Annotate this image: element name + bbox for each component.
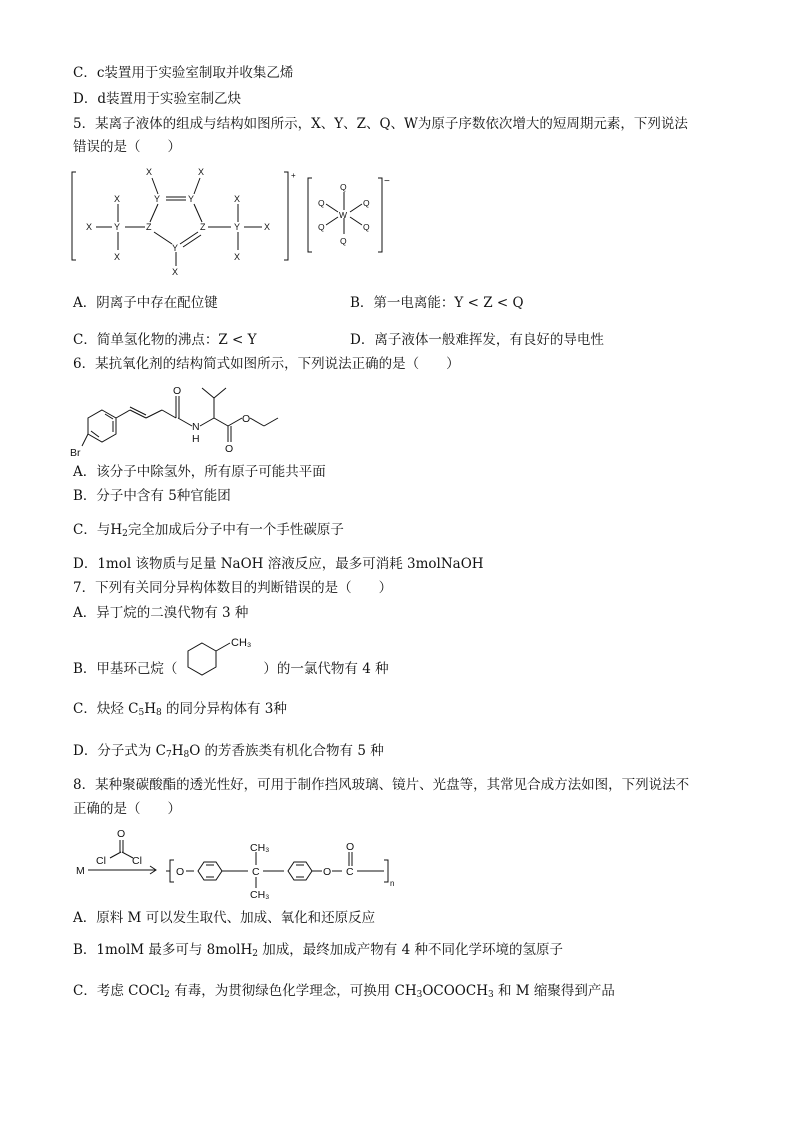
methyl-bottom: CH₃	[250, 889, 270, 901]
atom-c: C	[346, 866, 354, 878]
anion-charge: −	[384, 176, 390, 187]
atom-z: Z	[200, 222, 206, 232]
atom-cl: Cl	[132, 855, 142, 867]
q5-stem-line1: 5．某离子液体的组成与结构如图所示，X、Y、Z、Q、W为原子序数依次增大的短周期元素，下列说法	[73, 116, 688, 132]
q7-stem: 7．下列有关同分异构体数目的判断错误的是（ ）	[73, 580, 393, 596]
q7-option-b: B．甲基环己烷（ ）的一氯代物有 4 种	[73, 661, 389, 677]
repeat-n: n	[390, 879, 395, 888]
atom-o: O	[225, 443, 234, 455]
atom-q: Q	[318, 198, 325, 208]
atom-q: Q	[363, 222, 370, 232]
q8-stem-line1: 8．某种聚碳酸酯的透光性好，可用于制作挡风玻璃、镜片、光盘等，其常见合成方法如图，下列说法不	[73, 777, 690, 793]
atom-h: H	[192, 433, 200, 445]
atom-o: O	[242, 413, 251, 425]
atom-y: Y	[234, 222, 241, 232]
atom-q: Q	[318, 222, 325, 232]
antioxidant-structure	[68, 372, 328, 460]
q5-option-b: B．第一电离能：Y < Z < Q	[350, 295, 524, 311]
ionic-liquid-structure	[68, 162, 398, 280]
atom-o: O	[176, 866, 185, 878]
q8-option-c: C．考虑 COCl$_2$ 有毒，为贯彻绿色化学理念，可换用 $CH_3OCOOCH_3$ 和 M 缩聚得到产品	[73, 983, 615, 1000]
q6-option-d: D．1mol 该物质与足量 NaOH 溶液反应，最多可消耗 3molNaOH	[73, 556, 484, 572]
q6-stem: 6．某抗氧化剂的结构简式如图所示，下列说法正确的是（ ）	[73, 356, 460, 372]
atom-q: Q	[340, 236, 347, 246]
atom-br: Br	[70, 447, 81, 459]
methyl-label: CH₃	[231, 637, 252, 649]
q8-option-a: A．原料 M 可以发生取代、加成、氧化和还原反应	[73, 910, 376, 926]
q5-option-a: A．阴离子中存在配位键	[73, 295, 218, 311]
atom-o: O	[117, 828, 126, 840]
q8-stem-line2: 正确的是（ ）	[73, 801, 181, 817]
q4-option-d: D．d装置用于实验室制乙炔	[73, 91, 241, 107]
atom-x: X	[146, 167, 153, 177]
q5-stem-line2: 错误的是（ ）	[73, 139, 181, 155]
atom-x: X	[264, 222, 271, 232]
atom-w: W	[339, 210, 348, 220]
atom-q: Q	[363, 198, 370, 208]
atom-y: Y	[188, 194, 195, 204]
q6-option-c: C．与$H_2$完全加成后分子中有一个手性碳原子	[73, 522, 344, 539]
atom-q: Q	[340, 182, 347, 192]
q7-option-a: A．异丁烷的二溴代物有 3 种	[73, 605, 249, 621]
atom-n: N	[192, 421, 200, 433]
atom-z: Z	[146, 222, 152, 232]
atom-cl: Cl	[96, 855, 106, 867]
q6-option-b: B．分子中含有 5种官能团	[73, 488, 231, 504]
atom-o: O	[323, 866, 332, 878]
q6-option-a: A．该分子中除氢外，所有原子可能共平面	[73, 464, 326, 480]
methylcyclohexane-structure	[180, 634, 260, 680]
atom-o: O	[173, 385, 182, 397]
atom-y: Y	[114, 222, 121, 232]
atom-o: O	[346, 841, 355, 853]
atom-x: X	[114, 194, 121, 204]
q7-option-c: C．炔烃 $C_5H_8$ 的同分异构体有 3种	[73, 701, 287, 718]
atom-x: X	[198, 167, 205, 177]
atom-x: X	[86, 222, 93, 232]
atom-y: Y	[172, 243, 179, 253]
cation-charge: +	[291, 171, 296, 180]
q5-option-c: C．简单氢化物的沸点：Z < Y	[73, 332, 257, 348]
atom-x: X	[172, 267, 179, 277]
atom-x: X	[234, 194, 241, 204]
q7-option-d: D．分子式为 $C_7H_8O$ 的芳香族类有机化合物有 5 种	[73, 743, 384, 760]
atom-y: Y	[154, 194, 161, 204]
reactant-m: M	[76, 865, 85, 877]
q4-option-c: C．c装置用于实验室制取并收集乙烯	[73, 65, 294, 81]
q5-option-d: D．离子液体一般难挥发，有良好的导电性	[350, 332, 604, 348]
atom-x: X	[234, 252, 241, 262]
polycarbonate-synthesis-scheme	[70, 822, 400, 902]
atom-x: X	[114, 252, 121, 262]
q8-option-b: B．1molM 最多可与 8molH$_2$ 加成，最终加成产物有 4 种不同化学环境的氢原子	[73, 942, 563, 959]
methyl-top: CH₃	[250, 842, 270, 854]
atom-c: C	[252, 866, 260, 878]
